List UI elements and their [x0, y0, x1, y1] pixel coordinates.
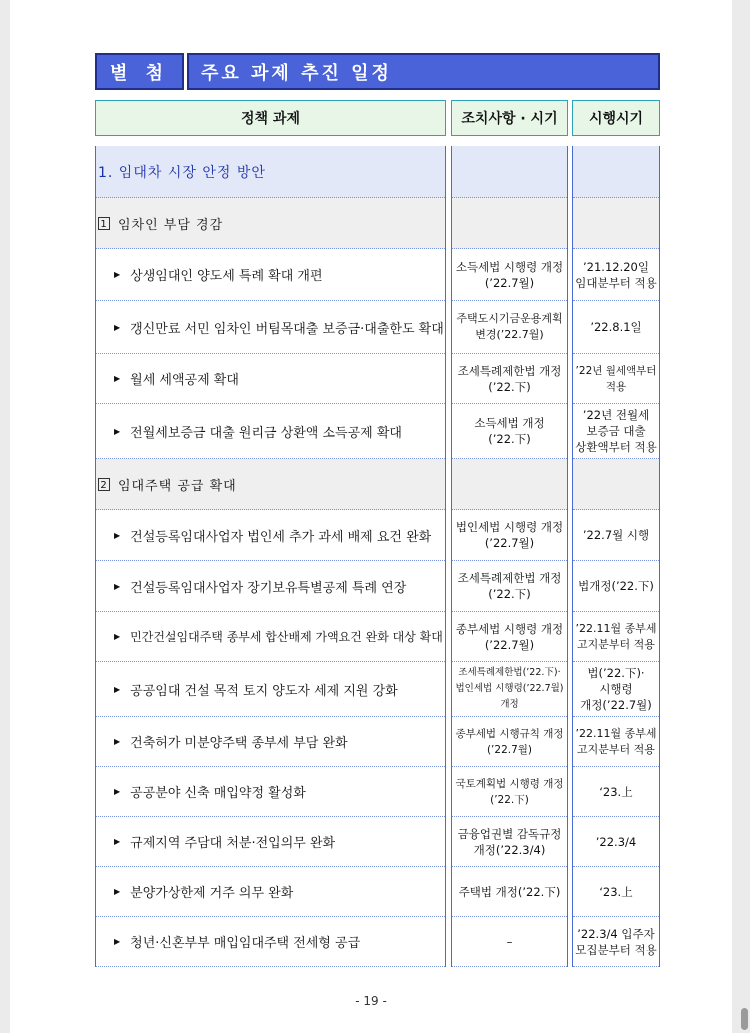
subsection-blank [452, 459, 567, 510]
task-label: 건축허가 미분양주택 종부세 부담 완화 [130, 736, 348, 751]
subsection-blank [573, 198, 659, 249]
bullet-icon: ▶ [114, 937, 121, 946]
measure-column [451, 146, 568, 967]
task-label: 청년·신혼부부 매입임대주택 전세형 공급 [130, 936, 361, 951]
bullet-icon: ▶ [114, 426, 121, 436]
subsection-number: 2 [98, 478, 110, 491]
cell-text: ’22.11월 종부세 고지분부터 적용 [575, 726, 657, 756]
task-row [96, 867, 445, 917]
measure-cell [452, 561, 567, 612]
subsection-title [96, 198, 445, 249]
task-label: 공공임대 건설 목적 토지 양도자 세제 지원 강화 [130, 683, 398, 699]
cell-text: ‘23.上 [599, 884, 633, 899]
bullet-icon: ▶ [114, 530, 121, 540]
title-bar [95, 53, 660, 90]
task-label: 민간건설임대주택 종부세 합산배제 가액요건 완화 대상 확대 [130, 630, 443, 644]
task-row [96, 301, 445, 354]
cell-text: 주택법 개정(’22.下) [458, 884, 561, 899]
effective-cell [573, 717, 659, 767]
bullet-icon: ▶ [114, 837, 121, 846]
measure-cell [452, 717, 567, 767]
task-row [96, 767, 445, 817]
effective-cell [573, 817, 659, 867]
bullet-icon: ▶ [114, 322, 121, 332]
effective-cell [573, 301, 659, 354]
document-page [10, 0, 732, 1033]
effective-cell [573, 867, 659, 917]
task-row [96, 717, 445, 767]
effective-cell [573, 662, 659, 717]
effective-cell [573, 249, 659, 301]
measure-cell [452, 917, 567, 967]
bullet-icon: ▶ [114, 581, 121, 591]
cell-text: 소득세법 개정 (’22.下) [474, 416, 545, 446]
measure-cell [452, 867, 567, 917]
subsection-title [96, 459, 445, 510]
subsection-number: 1 [98, 217, 110, 230]
cell-text: – [506, 934, 513, 949]
header-task: 정책 과제 [95, 100, 446, 136]
subsection-blank [452, 198, 567, 249]
measure-cell [452, 510, 567, 561]
page-number: - 19 - [355, 994, 387, 1008]
measure-cell [452, 767, 567, 817]
attachment-tag: 별 첨 [95, 53, 184, 90]
measure-cell [452, 354, 567, 404]
effective-column [572, 146, 660, 967]
cell-text: 국토계획법 시행령 개정 (’22.下) [455, 777, 564, 806]
section-blank [452, 146, 567, 198]
cell-text: 조세특례제한법 개정 (’22.下) [457, 571, 562, 601]
task-row [96, 354, 445, 404]
cell-text: 법인세법 시행령 개정 (’22.7월) [455, 520, 564, 550]
scrollbar-thumb[interactable] [741, 1008, 748, 1030]
subsection-label: 임대주택 공급 확대 [118, 478, 237, 494]
cell-text: 조세특례제한법(’22.下)· 법인세법 시행령(’22.7월) 개정 [455, 667, 564, 710]
subsection-blank [573, 459, 659, 510]
cell-text: ’22년 월세액부터 적용 [575, 364, 657, 393]
effective-cell [573, 354, 659, 404]
measure-cell [452, 249, 567, 301]
effective-cell [573, 561, 659, 612]
effective-cell [573, 404, 659, 459]
cell-text: ’22.3/4 [595, 834, 637, 849]
task-row [96, 404, 445, 459]
section-title: 1. 임대차 시장 안정 방안 [96, 146, 445, 198]
cell-text: 소득세법 시행령 개정 (’22.7월) [455, 259, 564, 290]
cell-text: ’22.7월 시행 [582, 528, 650, 542]
task-row [96, 817, 445, 867]
bullet-icon: ▶ [114, 684, 121, 694]
cell-text: 종부세법 시행령 개정 (’22.7월) [455, 621, 564, 652]
cell-text: 법개정(’22.下) [578, 579, 654, 593]
effective-cell [573, 612, 659, 662]
task-label: 분양가상한제 거주 의무 완화 [130, 886, 294, 901]
task-label: 규제지역 주담대 처분·전입의무 완화 [130, 836, 336, 851]
cell-text: 법(’22.下)· 시행령 개정(’22.7월) [580, 666, 652, 712]
cell-text: ’22년 전월세 보증금 대출 상환액부터 적용 [575, 408, 657, 454]
header-effective: 시행시기 [572, 100, 660, 136]
effective-cell [573, 510, 659, 561]
task-label: 갱신만료 서민 임차인 버팀목대출 보증금·대출한도 확대 [130, 321, 444, 337]
measure-cell [452, 404, 567, 459]
cell-text: ’22.3/4 입주자 모집분부터 적용 [575, 926, 657, 957]
task-row [96, 249, 445, 301]
bullet-icon: ▶ [114, 787, 121, 796]
bullet-icon: ▶ [114, 887, 121, 896]
task-label: 공공분야 신축 매입약정 활성화 [130, 786, 306, 801]
task-row [96, 561, 445, 612]
effective-cell [573, 767, 659, 817]
measure-cell [452, 301, 567, 354]
subsection-label: 임차인 부담 경감 [118, 217, 224, 233]
bullet-icon: ▶ [114, 270, 121, 279]
task-label: 월세 세액공제 확대 [130, 373, 239, 388]
effective-cell [573, 917, 659, 967]
task-row [96, 510, 445, 561]
task-label: 건설등록임대사업자 법인세 추가 과세 배제 요건 완화 [130, 529, 432, 545]
task-row [96, 917, 445, 967]
measure-cell [452, 817, 567, 867]
task-label: 상생임대인 양도세 특례 확대 개편 [130, 269, 323, 284]
cell-text: 금융업권별 감독규정 개정(’22.3/4) [457, 826, 562, 857]
task-label: 건설등록임대사업자 장기보유특별공제 특례 연장 [130, 580, 407, 596]
task-row [96, 612, 445, 662]
cell-text: ’22.8.1일 [590, 320, 642, 334]
task-label: 전월세보증금 대출 원리금 상환액 소득공제 확대 [130, 425, 402, 441]
cell-text: ’22.11월 종부세 고지분부터 적용 [575, 621, 657, 651]
cell-text: ’21.12.20일 임대분부터 적용 [575, 259, 657, 290]
header-measure: 조치사항 · 시기 [451, 100, 568, 136]
cell-text: ‘23.上 [599, 784, 633, 799]
section-blank [573, 146, 659, 198]
bullet-icon: ▶ [114, 632, 121, 641]
measure-cell [452, 612, 567, 662]
bullet-icon: ▶ [114, 737, 121, 746]
page-title: 주요 과제 추진 일정 [187, 53, 660, 90]
task-row [96, 662, 445, 717]
cell-text: 조세특례제한법 개정 (’22.下) [457, 363, 562, 394]
task-column [95, 146, 446, 967]
bullet-icon: ▶ [114, 374, 121, 383]
measure-cell [452, 662, 567, 717]
cell-text: 주택도시기금운용계획 변경(’22.7월) [456, 312, 563, 341]
cell-text: 종부세법 시행규칙 개정 (’22.7월) [455, 727, 564, 756]
